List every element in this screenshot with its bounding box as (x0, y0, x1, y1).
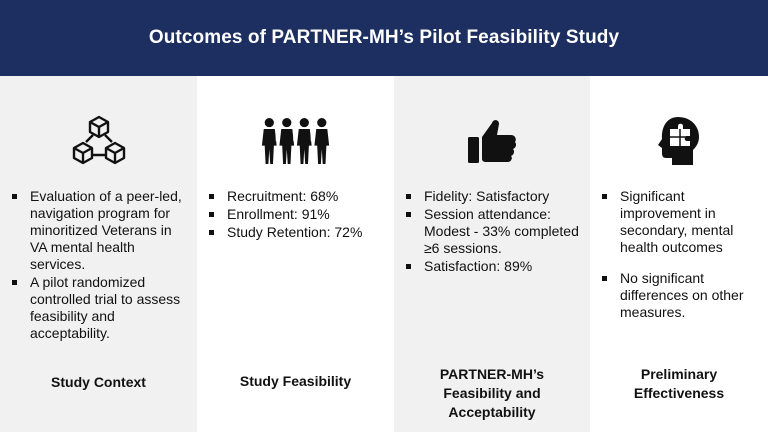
preliminary-effectiveness-list (600, 188, 762, 335)
column-preliminary-effectiveness (590, 76, 768, 432)
list-item: A pilot randomized controlled trial to assess feasibility and acceptability. (10, 274, 191, 342)
column-label: PARTNER-MH’s Feasibility and Acceptability (439, 366, 545, 420)
list-item: Session attendance: Modest - 33% completed ≥6 sessions. (404, 206, 584, 257)
head-puzzle-icon (644, 112, 714, 170)
thumbs-up-icon (457, 112, 527, 170)
list-item: Evaluation of a peer-led, navigation program for minoritized Veterans in VA mental health services. (10, 188, 191, 273)
study-feasibility-list (207, 188, 388, 242)
list-item: Fidelity: Satisfactory (404, 188, 584, 205)
list-item: Enrollment: 91% (207, 206, 388, 223)
column-study-feasibility (197, 76, 394, 432)
header-banner (0, 0, 768, 76)
feasibility-acceptability-list (404, 188, 584, 276)
list-item: Satisfaction: 89% (404, 258, 584, 275)
study-context-list (10, 188, 191, 343)
list-item: Significant improvement in secondary, mental health outcomes (600, 188, 762, 256)
column-study-context (0, 76, 197, 432)
column-label: Study Context (51, 374, 146, 390)
columns-row (0, 76, 768, 432)
list-item: No significant differences on other measures. (600, 270, 762, 321)
column-label: Study Feasibility (239, 373, 352, 389)
list-item: Recruitment: 68% (207, 188, 388, 205)
column-label: Preliminary Effectiveness (633, 366, 725, 401)
column-feasibility-acceptability (394, 76, 590, 432)
page-title: Outcomes of PARTNER-MH’s Pilot Feasibility Study (148, 27, 620, 48)
people-group-icon (261, 112, 331, 170)
list-item: Study Retention: 72% (207, 224, 388, 241)
network-cubes-icon (64, 112, 134, 170)
